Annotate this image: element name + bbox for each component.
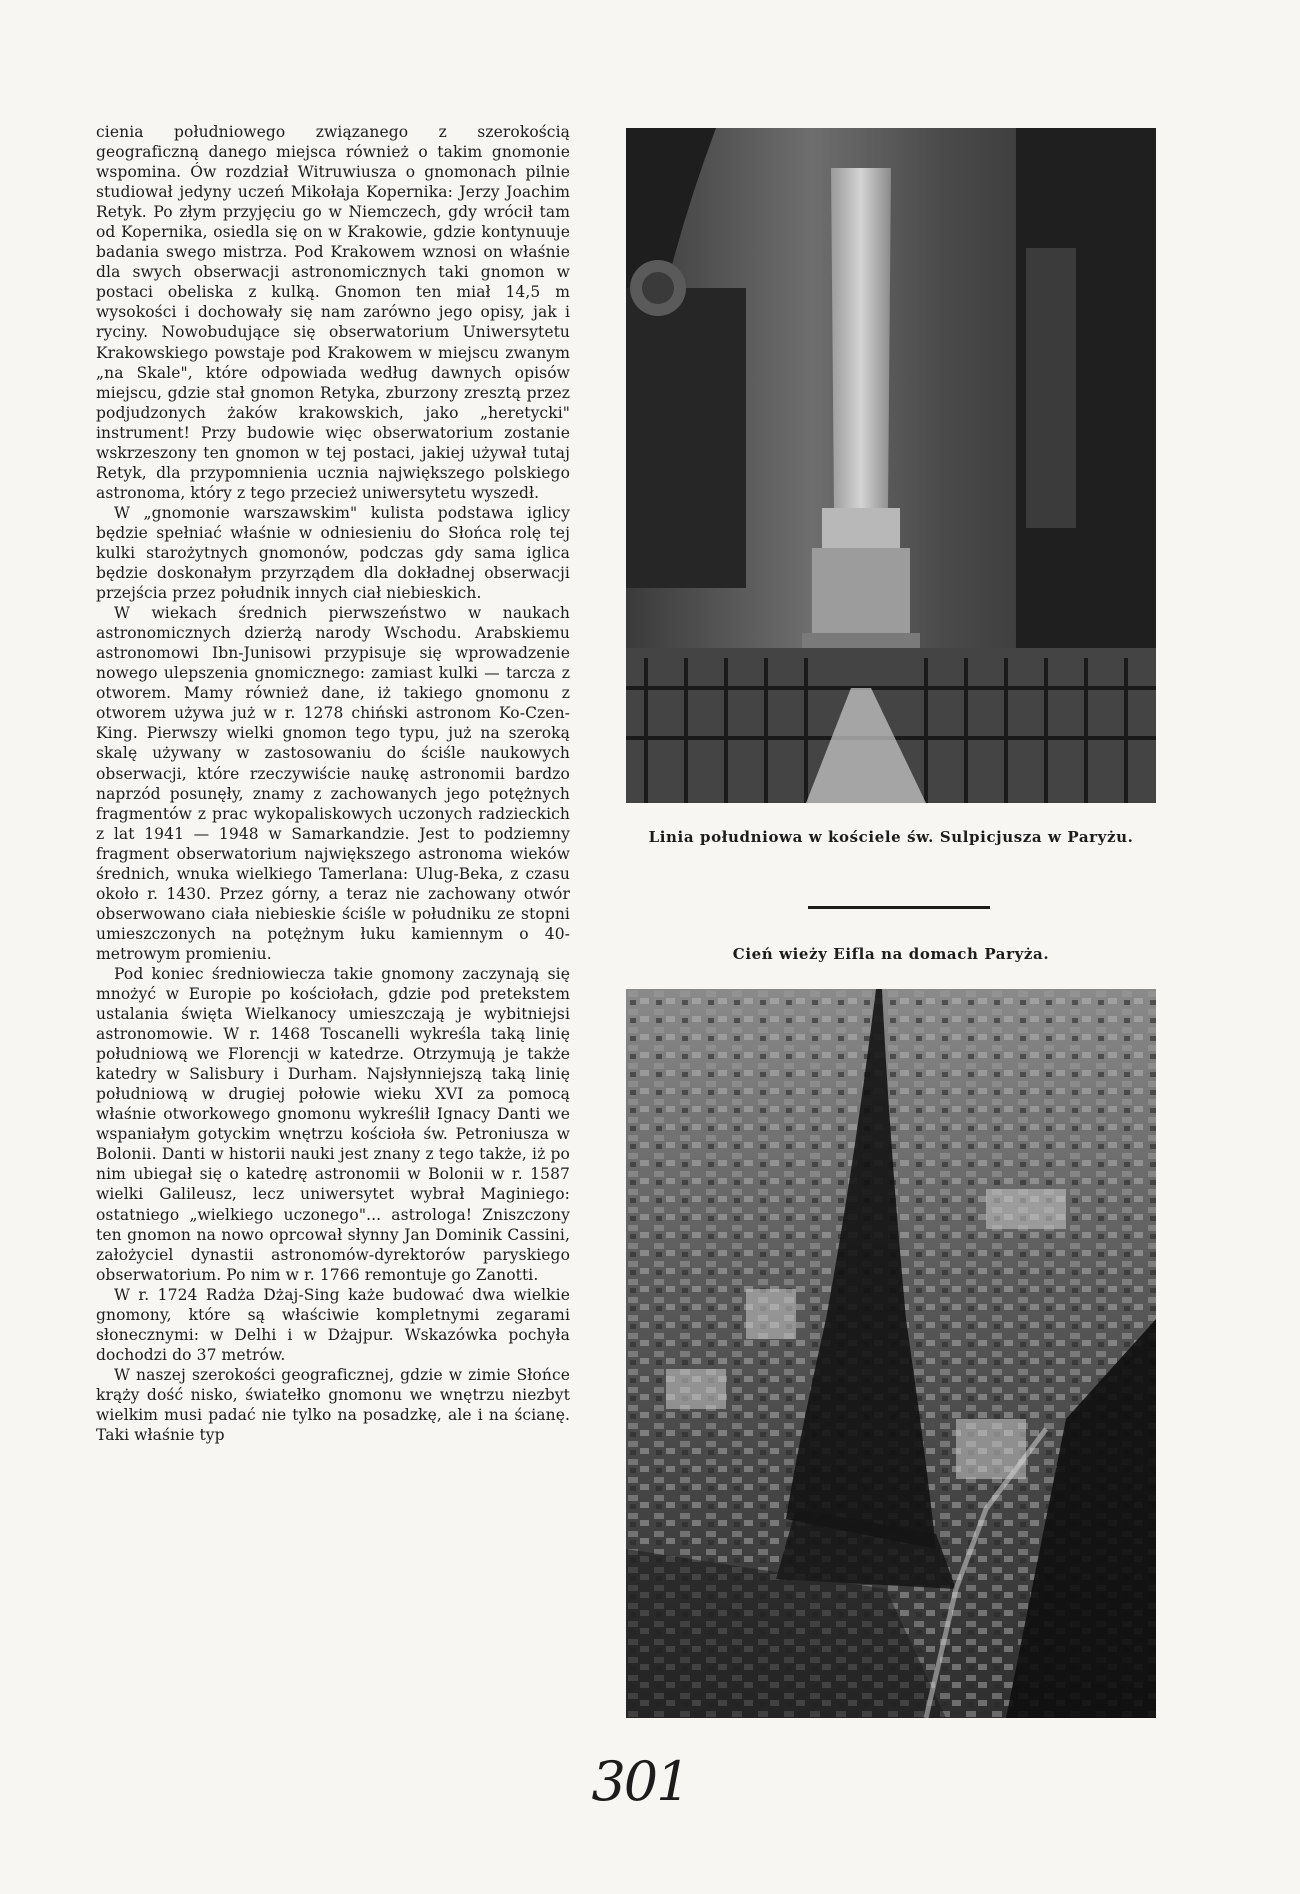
article-paragraph: W wiekach średnich pierwszeństwo w naukach astronomicznych dzierżą narody Wschodu. Arabskiemu astronomowi Ibn-Junisowi przypisuje się wprowadzenie nowego ulepszenia gnomicznego: zamiast kulki — tarcza z otworem. Mamy również dane, iż takiego gnomonu z otworem używa już w r. 1278 chiński astronom Ko-Czen-King. Pierwszy wielki gnomon tego typu, już na szeroką skalę używany w zastosowaniu do ściśle naukowych obserwacji, które rzeczywiście naukę astronomii bardzo naprzód posunęły, znamy z zachowanych jego potężnych fragmentów z prac wykopaliskowych uczonych radzieckich z lat 1941 — 1948 w Samarkandzie. Jest to podziemny fragment obserwatorium największego astronoma wieków średnich, wnuka wielkiego Tamerlana: Ulug-Beka, z czasu około r. 1430. Przez górny, a teraz nie zachowany otwór obserwowano ciała niebieskie ściśle w południku ze stopni umieszczonych na potężnym łuku kamiennym o 40-metrowym promieniu. xyxy=(96,604,570,963)
paris-aerial-image xyxy=(626,989,1156,1718)
caption-divider xyxy=(808,906,990,909)
article-paragraph: cienia południowego związanego z szerokością geograficzną danego miejsca również o takim gnomonie wspomina. Ów rozdział Witruwiusza o gnomonach pilnie studiował jedyny uczeń Mikołaja Kopernika: Jerzy Joachim Retyk. Po złym przyjęciu go w Niemczech, gdy wrócił tam od Kopernika, osiedla się on w Krakowie, gdzie kontynuuje badania swego mistrza. Pod Krakowem wznosi on właśnie dla swych obserwacji astronomicznych taki gnomon w postaci obeliska z kulką. Gnomon ten miał 14,5 m wysokości i dochowały się nam zarówno jego opisy, jak i ryciny. Nowobudujące się obserwatorium Uniwersytetu Krakowskiego powstaje pod Krakowem w miejscu zwanym „na Skale", które odpowiada według dawnych opisów miejscu, gdzie stał gnomon Retyka, zburzony zresztą przez podjudzonych żaków krakowskich, jako „heretycki" instrument! Przy budowie więc obserwatorium zostanie wskrzeszony ten gnomon w tej postaci, jakiej używał tutaj Retyk, dla przypomnienia ucznia największego polskiego astronoma, który z tego przecież uniwersytetu wyszedł. xyxy=(96,123,570,502)
eiffel-shadow-photo xyxy=(626,989,1156,1718)
church-meridian-line-photo xyxy=(626,128,1156,803)
article-paragraph: W „gnomonie warszawskim" kulista podstawa iglicy będzie spełniać właśnie w odniesieniu do Słońca rolę tej kulki starożytnych gnomonów, podczas gdy sama iglica będzie doskonałym przyrządem dla dokładnej obserwacji przejścia przez południk innych ciał niebieskich. xyxy=(96,503,570,603)
article-paragraph: W r. 1724 Radża Dżaj-Sing każe budować dwa wielkie gnomony, które są właściwie kompletnymi zegarami słonecznymi: w Delhi i w Dżajpur. Wskazówka pochyła dochodzi do 37 metrów. xyxy=(96,1285,570,1364)
article-text-column xyxy=(96,122,570,1445)
figure-caption-1: Linia południowa w kościele św. Sulpicjusza w Paryżu. xyxy=(648,828,1134,846)
article-paragraph: Pod koniec średniowiecza takie gnomony zaczynają się mnożyć w Europie po kościołach, gdzie pod pretekstem ustalania święta Wielkanocy umieszczają je wybitniejsi astronomowie. W r. 1468 Toscanelli wykreśla taką linię południową we Florencji w katedrze. Otrzymują je także katedry w Salisbury i Durham. Najsłynniejszą taką linię południową w drugiej połowie wieku XVI za pomocą właśnie otworkowego gnomonu wykreślił Ignacy Danti we wspaniałym gotyckim wnętrzu kościoła św. Petroniusza w Bolonii. Danti w historii nauki jest znany z tego także, iż po nim ubiegał się o katedrę astronomii w Bolonii w r. 1587 wielki Galileusz, lecz uniwersytet wybrał Maginiego: ostatniego „wielkiego uczonego"... astrologa! Zniszczony ten gnomon na nowo oprcował słynny Jan Dominik Cassini, założyciel dynastii astronomów-dyrektorów paryskiego obserwatorium. Po nim w r. 1766 remontuje go Zanotti. xyxy=(96,964,570,1284)
article-paragraph: W naszej szerokości geograficznej, gdzie w zimie Słońce krąży dość nisko, światełko gnomonu we wnętrzu niezbyt wielkim musi padać nie tylko na posadzkę, ale i na ścianę. Taki właśnie typ xyxy=(96,1365,570,1445)
church-interior-image xyxy=(626,128,1156,803)
figure-caption-2: Cień wieży Eifla na domach Paryża. xyxy=(732,945,1050,963)
page-number: 301 xyxy=(591,1750,689,1813)
